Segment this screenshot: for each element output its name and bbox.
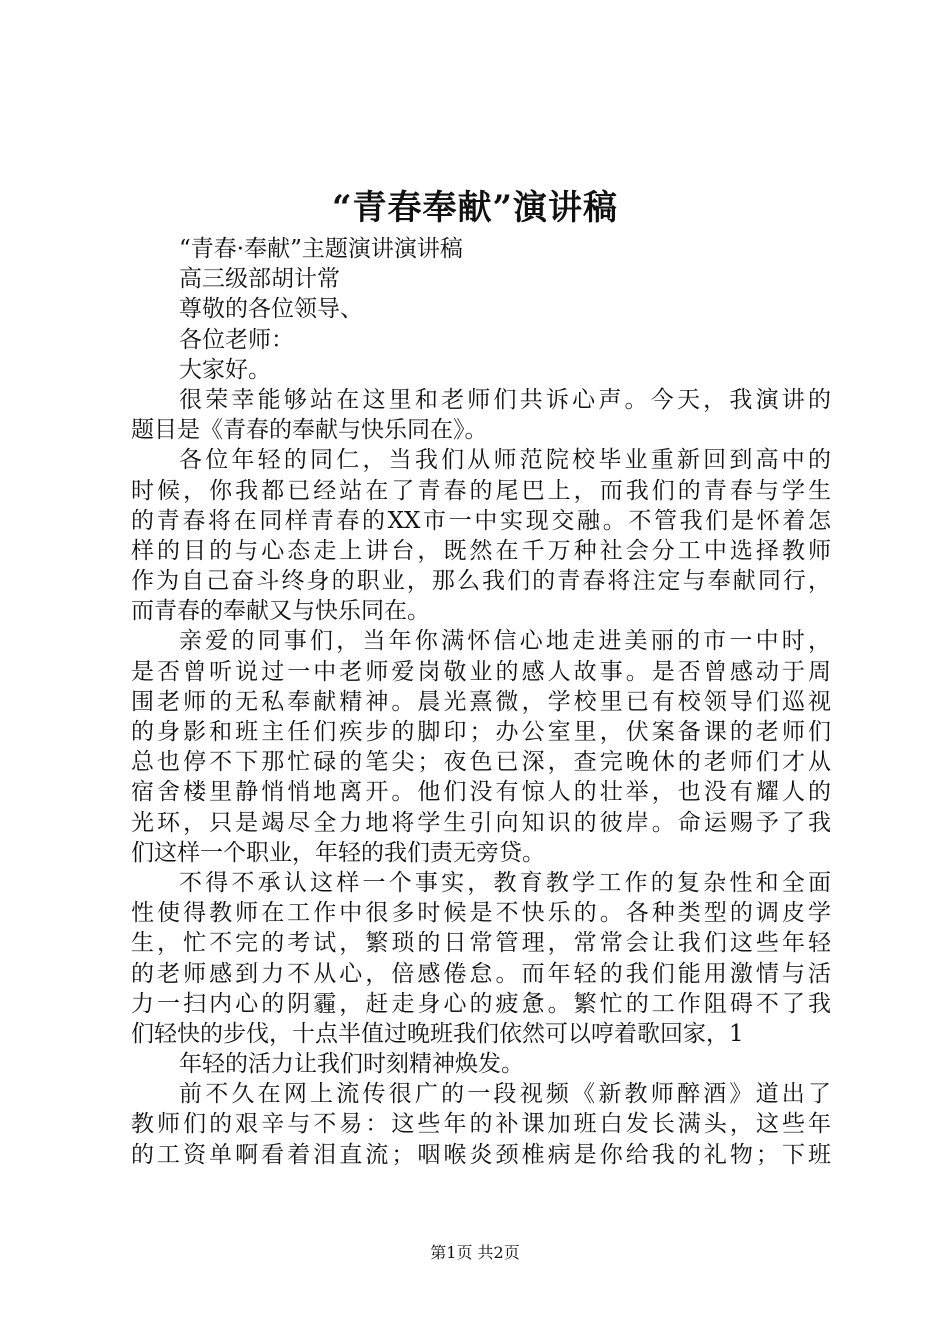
text-line: 围老师的无私奉献精神。晨光熹微，学校里已有校领导们巡视 [131,688,831,715]
text-line: 不得不承认这样一个事实，教育教学工作的复杂性和全面 [179,869,831,896]
text-line: 样的目的与心态走上讲台，既然在千万种社会分工中选择教师 [131,537,831,564]
text-line: 题目是《青春的奉献与快乐同在》。 [131,417,488,444]
text-line: 性使得教师在工作中很多时候是不快乐的。各种类型的调皮学 [131,900,831,927]
text-line: 是否曾听说过一中老师爱岗敬业的感人故事。是否曾感动于周 [131,658,831,685]
text-line: 宿舍楼里静悄悄地离开。他们没有惊人的壮举，也没有耀人的 [131,779,831,806]
text-line: “青春·奉献”主题演讲演讲稿 [179,236,463,262]
document-body [131,234,831,1170]
page-footer: 第1页 共2页 [430,1243,520,1262]
text-line: 的老师感到力不从心，倍感倦怠。而年轻的我们能用激情与活 [131,960,831,987]
text-line: 很荣幸能够站在这里和老师们共诉心声。今天，我演讲的 [179,386,831,413]
text-line: 们这样一个职业，年轻的我们责无旁贷。 [131,839,545,866]
text-line: 尊敬的各位领导、 [179,296,363,323]
text-line: 总也停不下那忙碌的笔尖；夜色已深，查完晚休的老师们才从 [131,749,831,776]
text-line: 们轻快的步伐，十点半值过晚班我们依然可以哼着歌回家，1 [131,1020,744,1047]
text-line: 年轻的活力让我们时刻精神焕发。 [179,1051,524,1078]
text-line: 光环，只是竭尽全力地将学生引向知识的彼岸。命运赐予了我 [131,809,831,836]
document-title: “青春奉献”演讲稿 [331,188,619,228]
text-line: 的工资单啊看着泪直流；咽喉炎颈椎病是你给我的礼物；下班 [131,1141,831,1168]
text-line: 大家好。 [179,356,271,383]
text-line: 的身影和班主任们疾步的脚印；办公室里，伏案备课的老师们 [131,719,831,745]
text-line: 各位老师： [179,326,294,353]
text-line: 力一扫内心的阴霾，赶走身心的疲惫。繁忙的工作阻碍不了我 [131,990,831,1017]
text-line: 教师们的艰辛与不易：这些年的补课加班白发长满头，这些年 [131,1111,831,1138]
text-line: 高三级部胡计常 [179,266,340,293]
text-line: 生，忙不完的考试，繁琐的日常管理，常常会让我们这些年轻 [131,930,831,957]
text-line: 的青春将在同样青春的XX市一中实现交融。不管我们是怀着怎 [131,507,831,534]
text-line: 时候，你我都已经站在了青春的尾巴上，而我们的青春与学生 [131,477,831,504]
text-line: 而青春的奉献又与快乐同在。 [131,598,430,625]
text-line: 亲爱的同事们，当年你满怀信心地走进美丽的市一中时， [179,628,831,655]
text-line: 前不久在网上流传很广的一段视频《新教师醉酒》道出了 [179,1081,831,1108]
text-line: 各位年轻的同仁，当我们从师范院校毕业重新回到高中的 [179,447,831,474]
text-line: 作为自己奋斗终身的职业，那么我们的青春将注定与奉献同行， [131,568,831,595]
